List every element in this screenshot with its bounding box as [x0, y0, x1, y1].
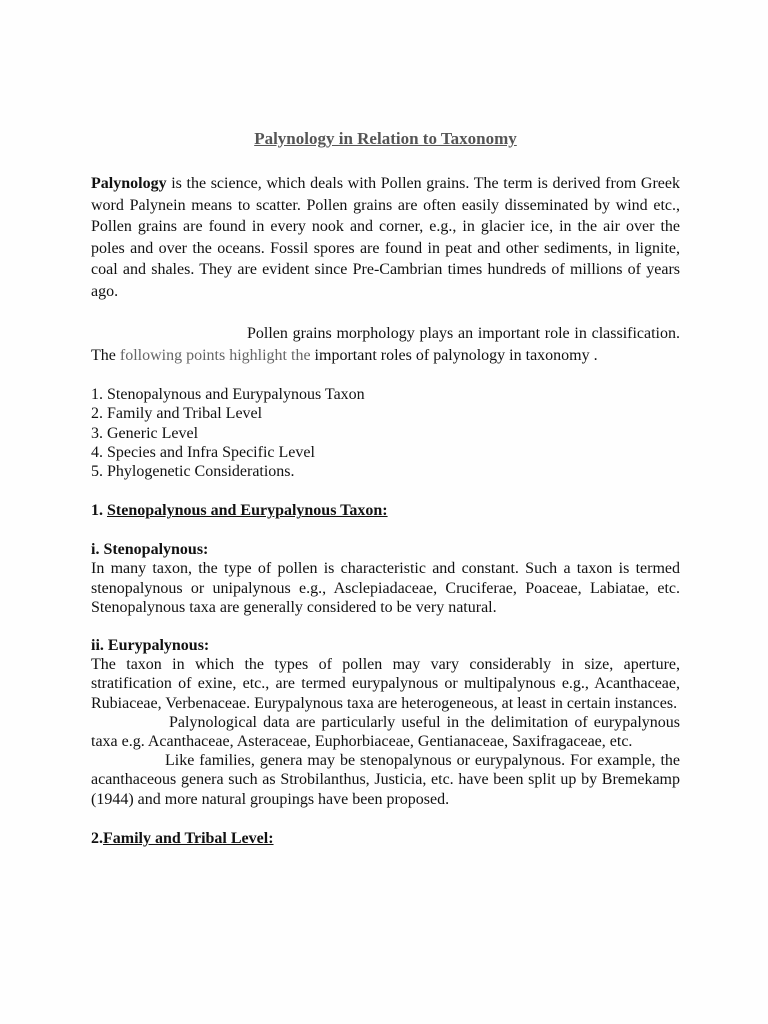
- points-list: [91, 385, 680, 481]
- list-item: 1. Stenopalynous and Eurypalynous Taxon: [91, 386, 365, 403]
- section-number: 2.: [91, 829, 103, 847]
- section-heading-1: [91, 500, 680, 521]
- eurypalynous-para-3: Like families, genera may be stenopalynous or eurypalynous. For example, the acanthaceous genera such as Strobilanthus, Justicia, etc. have been split up by Bremekamp (1944) and more natural groupings have been proposed.: [91, 752, 680, 808]
- intro-term: Palynology: [91, 175, 167, 192]
- section-number: 1.: [91, 502, 107, 520]
- lead-text-muted: following points highlight the: [119, 346, 311, 364]
- subheading-eurypalynous: ii. Eurypalynous:: [91, 637, 210, 655]
- lead-paragraph: [91, 323, 680, 366]
- stenopalynous-block: [91, 540, 680, 617]
- list-item: 5. Phylogenetic Considerations.: [91, 463, 295, 481]
- stenopalynous-text: In many taxon, the type of pollen is characteristic and constant. Such a taxon is termed stenopalynous or unipalynous e.g., Asclepiadaceae, Cruciferae, Poaceae, Labiatae, etc. Stenopalynous taxa are generally considered to be very natural.: [91, 560, 680, 616]
- page-title: Palynology in Relation to Taxonomy: [254, 129, 517, 148]
- section-heading-2: [91, 828, 680, 849]
- eurypalynous-block: [91, 636, 680, 809]
- list-item: 2. Family and Tribal Level: [91, 405, 263, 423]
- list-item: 3. Generic Level: [91, 424, 199, 442]
- intro-paragraph: [91, 173, 680, 302]
- list-item: 4. Species and Infra Specific Level: [91, 443, 315, 461]
- eurypalynous-text: The taxon in which the types of pollen may vary considerably in size, aperture, stratification of exine, etc., are termed eurypalynous or multipalynous e.g., Acanthaceae, Rubiaceae, Verbenaceae. Eurypalynous taxa are heterogeneous, at least in certain instances.: [91, 656, 680, 712]
- lead-text-2: important roles of palynology in taxonomy .: [310, 346, 598, 364]
- document-content: [91, 128, 680, 868]
- subheading-stenopalynous: i. Stenopalynous:: [91, 541, 209, 559]
- eurypalynous-para-2: Palynological data are particularly useful in the delimitation of eurypalynous taxa e.g. Acanthaceae, Asteraceae, Euphorbiaceae, Gentianaceae, Saxifragaceae, etc.: [91, 713, 680, 750]
- section-title: Family and Tribal Level:: [103, 829, 274, 847]
- intro-text: is the science, which deals with Pollen grains. The term is derived from Greek word Palynein means to scatter. Pollen grains are often easily disseminated by wind etc., Pollen grains are found in every nook and corner, e.g., in glacier ice, in the air over the poles and over the oceans. Fossil spores are found in peat and other sediments, in lignite, coal and shales. They are evident since Pre-Cambrian times hundreds of millions of years ago.: [91, 175, 680, 300]
- lead-text-1: Pollen grains morphology plays an important role in classification. The: [91, 325, 680, 364]
- section-title: Stenopalynous and Eurypalynous Taxon:: [107, 502, 388, 520]
